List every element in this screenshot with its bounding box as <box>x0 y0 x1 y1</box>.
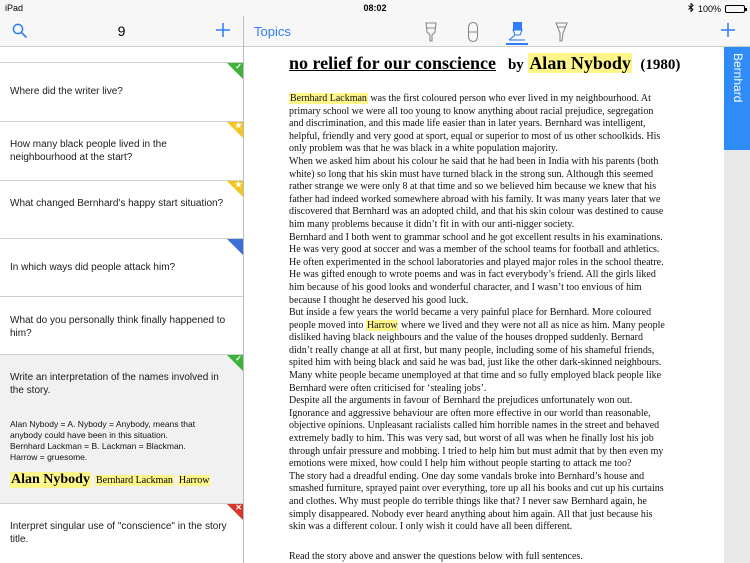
author-highlight[interactable]: Alan Nybody <box>529 53 631 73</box>
blue-marker-icon <box>227 239 243 255</box>
story-line <box>289 496 699 509</box>
answer-line: anybody could have been in this situation. <box>10 430 168 440</box>
question-text: Where did the writer live? <box>10 86 123 97</box>
battery-icon <box>725 5 745 13</box>
carrier-label: iPad <box>5 3 24 13</box>
story-line <box>289 509 699 522</box>
story-text: discovered that Bernhard was an adopted child, and that his skin colour was destined to cause <box>289 206 664 218</box>
highlighter-icon[interactable] <box>506 20 528 44</box>
star-icon: ★ <box>234 180 242 189</box>
story-text: people moved into <box>289 319 366 331</box>
story-text: Despite all the arguments in favour of Bernhard the prejudices unfortunately won out. <box>289 395 633 407</box>
story-year: (1980) <box>640 57 681 73</box>
story-text: primary school we were all too young to know anything about racial prejudice, segregation <box>289 105 654 117</box>
highlight-excerpt[interactable]: Bernhard Lackman <box>95 475 173 486</box>
story-line <box>289 232 699 245</box>
topics-button[interactable]: Topics <box>254 24 291 39</box>
check-icon: ✓ <box>235 62 242 71</box>
question-item[interactable] <box>0 503 243 563</box>
title-by: by <box>507 57 524 73</box>
story-line <box>289 471 699 484</box>
story-text: Many white people became unemployed at that time and so fully employed black people like <box>289 370 662 382</box>
story-text: where we lived and they were not all as nice as him. Many people <box>398 319 665 331</box>
story-line <box>289 521 699 534</box>
story-text: him many problems because it didn’t fit in with our anti-nigger society. <box>289 218 575 230</box>
story-text: skin was a different colour. I only wish it could have all been different. <box>289 521 573 533</box>
story-line <box>289 269 699 282</box>
story-text: spited him with being black and said he was bad, just like the other dark-skinned neighbours. <box>289 357 662 369</box>
story-line <box>289 118 699 131</box>
story-line <box>289 370 699 383</box>
story-text: He was very good at soccer and was a member of the school teams for football and athletics. <box>289 244 660 256</box>
question-text: In which ways did people attack him? <box>10 262 176 273</box>
story-text: helpful, friendly and very good at sport, equal or superior to most of us other schoolkids. His <box>289 130 661 142</box>
story-text: only problem was that he was black in a white population majority. <box>289 143 558 155</box>
story-line <box>289 219 699 232</box>
topic-tab-label: Bernhard <box>731 53 745 103</box>
question-text: How many black people lived in the neighbourhood at the start? <box>10 139 167 163</box>
story-line <box>289 420 699 433</box>
story-line <box>289 395 699 408</box>
story-line <box>289 408 699 421</box>
story-title: no relief for our conscience <box>289 53 496 73</box>
question-item-expanded[interactable] <box>0 354 243 503</box>
story-body <box>289 93 699 534</box>
story-line <box>289 295 699 308</box>
story-text: through unfair pressure and mobbing. I tried to help him but must admit that by then even my <box>289 445 664 457</box>
question-item[interactable] <box>0 62 243 121</box>
answer-line: Bernhard Lackman = B. Lackman = Blackman. <box>10 441 186 451</box>
story-line <box>289 332 699 345</box>
battery-percent: 100% <box>697 3 721 14</box>
story-line <box>289 131 699 144</box>
story-line <box>289 357 699 370</box>
eraser-icon[interactable] <box>462 20 484 44</box>
topic-tab-bernhard[interactable] <box>724 47 750 150</box>
story-line <box>289 433 699 446</box>
story-text: was the first coloured person who ever lived in my neighbourhood. At <box>367 93 651 104</box>
story-line <box>289 483 699 496</box>
topic-tab-strip <box>724 150 750 563</box>
story-text: Bernhard were often criticised for ‘stealing jobs’. <box>289 382 487 394</box>
highlight-excerpt[interactable]: Harrow <box>178 475 210 486</box>
story-text: smashed furniture, sprayed paint over everything, tore up all his books and cut up his curtains <box>289 483 664 495</box>
story-text: Bernhard and I both went to grammar school and he got excellent results in his examinations. <box>289 231 663 243</box>
star-icon: ★ <box>234 121 242 130</box>
story-text: father had indeed worked somewhere abroad with his family. It was many years later that we <box>289 193 661 205</box>
pen-icon[interactable] <box>420 20 442 44</box>
story-line <box>289 181 699 194</box>
story-line <box>289 282 699 295</box>
status-right <box>688 3 745 14</box>
story-text: rather strange we were only 8 at that time and so we believed him because we knew that his <box>289 181 657 193</box>
story-line <box>289 194 699 207</box>
active-tool-indicator <box>506 43 528 45</box>
question-text: What do you personally think finally happened to him? <box>10 315 226 339</box>
story-text: He often experimented in the school laboratories and played major roles in the school theatre. <box>289 256 664 268</box>
document-view[interactable] <box>244 47 724 563</box>
bluetooth-icon <box>688 3 694 14</box>
questions-list <box>0 47 243 563</box>
story-line <box>289 307 699 320</box>
story-line <box>289 169 699 182</box>
document-nav-bar <box>244 16 750 47</box>
story-text: He was gifted enough to wrote poems and was in fact everybody’s friend. All the girls liked <box>289 269 656 281</box>
story-line <box>289 257 699 270</box>
story-text: didn’t really change at all at first, but many people, including some of his shameful friends, <box>289 344 655 356</box>
story-line <box>289 458 699 471</box>
story-line <box>289 383 699 396</box>
story-line <box>289 143 699 156</box>
status-bar <box>0 0 750 16</box>
question-item[interactable] <box>0 180 243 238</box>
story-text: white) so long that his skin must have turned black in the strong sun. Although this seemed <box>289 168 654 180</box>
answer-text[interactable] <box>10 419 229 463</box>
highlighted-phrase[interactable]: Bernhard Lackman <box>290 93 367 104</box>
story-line <box>289 345 699 358</box>
highlight-excerpts <box>10 472 210 488</box>
marker-icon[interactable] <box>550 20 572 44</box>
question-count: 9 <box>117 23 126 39</box>
status-time: 08:02 <box>363 3 387 13</box>
story-text: and clothes. Why must people do terrible things like that? I never saw Bernhard again, he <box>289 496 647 507</box>
check-icon: ✓ <box>235 354 242 363</box>
question-text: Write an interpretation of the names involved in the story. <box>10 372 219 396</box>
story-line <box>289 320 699 333</box>
questions-nav-bar <box>0 16 243 47</box>
add-topic-button[interactable] <box>720 21 736 41</box>
story-text: When we asked him about his colour he said that he had been in India with his parents (both <box>289 155 659 167</box>
story-text: Ignorance and aggressive behaviour are often more effective in our world than reasonable, <box>289 407 651 419</box>
story-text: emotions were mixed, how could I help him without people starting to attack me too? <box>289 458 632 470</box>
story-text: extremely badly to him. This was very sad, but worst of all was when he finally lost his job <box>289 433 654 445</box>
story-line <box>289 446 699 459</box>
question-item[interactable] <box>0 296 243 354</box>
close-icon: ✕ <box>235 503 242 512</box>
story-line <box>289 93 699 106</box>
instructions-text: Read the story above and answer the questions below with full sentences. <box>289 551 583 562</box>
question-item[interactable] <box>0 121 243 180</box>
question-text: Interpret singular use of "conscience" in the story title. <box>10 521 227 545</box>
story-text: because I thought he deserved his good luck. <box>289 294 469 306</box>
question-item[interactable] <box>0 238 243 296</box>
story-text: The story had a dreadful ending. One day some vandals broke into Bernhard’s house and <box>289 470 645 482</box>
story-line <box>289 156 699 169</box>
answer-line: Harrow = gruesome. <box>10 452 88 462</box>
story-line <box>289 206 699 219</box>
highlight-excerpt[interactable]: Alan Nybody <box>11 472 90 487</box>
plus-icon <box>215 22 231 38</box>
document-title <box>289 53 680 74</box>
highlighted-phrase[interactable]: Harrow <box>366 319 398 331</box>
question-text: What changed Bernhard's happy start situation? <box>10 198 224 209</box>
story-text: and discrimination, and this made life easier than in later years. Bernhard was intelligent, <box>289 118 646 130</box>
story-line <box>289 106 699 119</box>
answer-line: Alan Nybody = A. Nybody = Anybody, means that <box>10 419 196 429</box>
add-question-button[interactable] <box>215 21 231 41</box>
story-text: objective opinions. Unpleasant racialists called him horrible names in the street and behaved <box>289 420 660 432</box>
story-text: disliked having black neighbours and the value of the houses dropped suddenly. Bernard <box>289 332 643 344</box>
story-text: simply disappeared. Nobody ever heard anything about him again. All that just because his <box>289 508 653 520</box>
plus-icon <box>720 22 736 38</box>
story-line <box>289 244 699 257</box>
story-text: But inside a few years the world became a very painful place for Bernhard. More coloured <box>289 307 652 319</box>
story-text: him because of his good looks and wonderful character, and I wasn’t too envious of him <box>289 281 642 293</box>
